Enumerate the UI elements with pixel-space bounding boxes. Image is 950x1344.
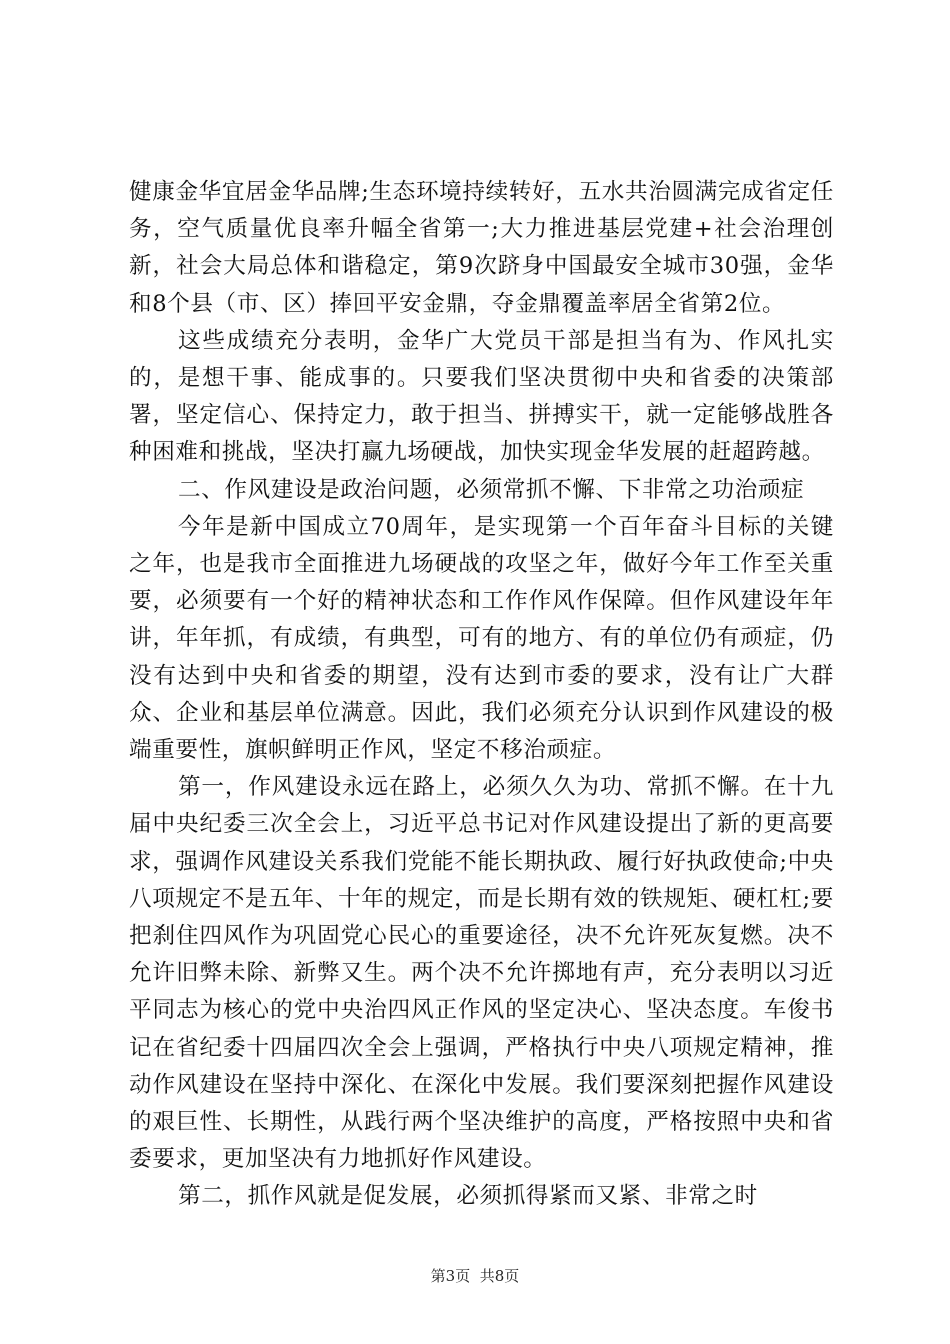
document-body <box>129 174 834 1216</box>
paragraph-this-year: 今年是新中国成立70周年，是实现第一个百年奋斗目标的关键之年，也是我市全面推进九场硬战的攻坚之年，做好今年工作至关重要，必须要有一个好的精神状态和工作作风作保障。但作风建设年年讲，年年抓，有成绩，有典型，可有的地方、有的单位仍有顽症，仍没有达到中央和省委的期望，没有达到市委的要求，没有让广大群众、企业和基层单位满意。因此，我们必须充分认识到作风建设的极端重要性，旗帜鲜明正作风，坚定不移治顽症。 <box>129 513 834 764</box>
paragraph-continued: 健康金华宜居金华品牌;生态环境持续转好，五水共治圆满完成省定任务，空气质量优良率升幅全省第一;大力推进基层党建+社会治理创新，社会大局总体和谐稳定，第9次跻身中国最安全城市30强，金华和8个县（市、区）捧回平安金鼎，夺金鼎覆盖率居全省第2位。 <box>129 179 834 317</box>
paragraph-first-point: 第一，作风建设永远在路上，必须久久为功、常抓不懈。在十九届中央纪委三次全会上，习近平总书记对作风建设提出了新的更高要求，强调作风建设关系我们党能不能长期执政、履行好执政使命;中央八项规定不是五年、十年的规定，而是长期有效的铁规矩、硬杠杠;要把刹住四风作为巩固党心民心的重要途径，决不允许死灰复燃。决不允许旧弊未除、新弊又生。两个决不允许掷地有声，充分表明以习近平同志为核心的党中央治四风正作风的坚定决心、坚决态度。车俊书记在省纪委十四届四次全会上强调，严格执行中央八项规定精神，推动作风建设在坚持中深化、在深化中发展。我们要深刻把握作风建设的艰巨性、长期性，从践行两个坚决维护的高度，严格按照中央和省委要求，更加坚决有力地抓好作风建设。 <box>129 774 834 1173</box>
paragraph-achievements-summary: 这些成绩充分表明，金华广大党员干部是担当有为、作风扎实的，是想干事、能成事的。只要我们坚决贯彻中央和省委的决策部署，坚定信心、保持定力，敢于担当、拼搏实干，就一定能够战胜各种困难和挑战，坚决打赢九场硬战，加快实现金华发展的赶超跨越。 <box>129 327 834 466</box>
page-total: 共8页 <box>479 1267 520 1285</box>
page-footer <box>0 1266 950 1286</box>
page-number: 第3页 <box>430 1267 471 1285</box>
paragraph-second-point: 第二，抓作风就是促发展，必须抓得紧而又紧、非常之时 <box>178 1183 758 1210</box>
section-heading-2: 二、作风建设是政治问题，必须常抓不懈、下非常之功治顽症 <box>178 476 805 503</box>
